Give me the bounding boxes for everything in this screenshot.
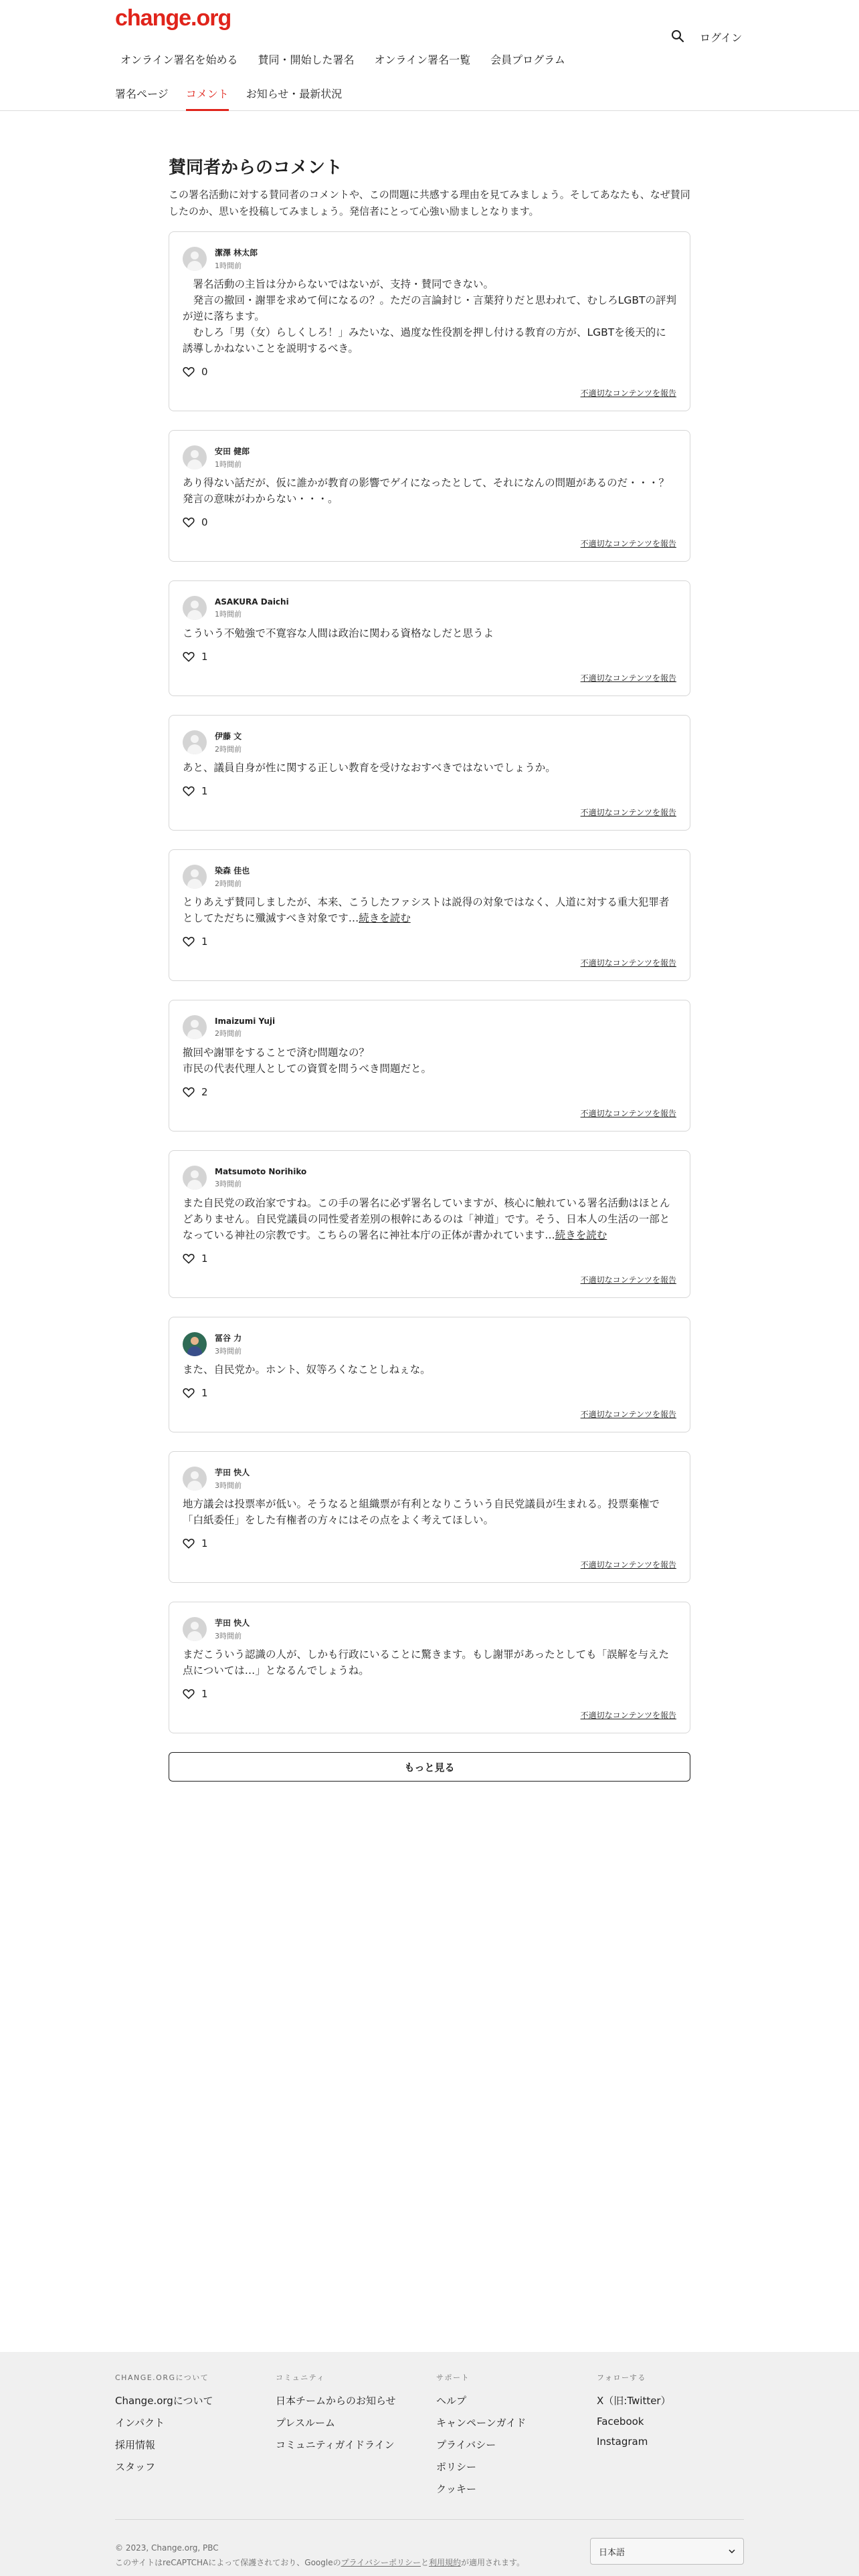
heart-icon[interactable] xyxy=(183,786,195,796)
avatar xyxy=(183,247,207,271)
like-count: 1 xyxy=(201,936,208,948)
like-count: 1 xyxy=(201,1688,208,1700)
comment-text xyxy=(183,276,676,356)
report-content-link[interactable]: 不適切なコンテンツを報告 xyxy=(580,1711,676,1720)
footer-link[interactable]: コミュニティガイドライン xyxy=(276,2439,395,2451)
footer-link[interactable]: キャンペーンガイド xyxy=(436,2417,527,2429)
like-count: 2 xyxy=(201,1086,208,1098)
comment-card xyxy=(169,1317,690,1432)
comment-body: こういう不勉強で不寛容な人間は政治に関わる資格なしだと思うよ xyxy=(183,627,494,639)
language-value: 日本語 xyxy=(599,2547,626,2558)
tab-comments[interactable]: コメント xyxy=(186,86,229,111)
comment-time: 2時間前 xyxy=(215,1029,242,1038)
comment-card xyxy=(169,430,690,562)
footer-link[interactable]: Facebook xyxy=(597,2416,644,2428)
avatar xyxy=(183,1332,207,1356)
footer-link[interactable]: 採用情報 xyxy=(115,2439,156,2451)
footer-heading: サポート xyxy=(436,2373,470,2382)
footer-link[interactable]: ヘルプ xyxy=(436,2395,467,2407)
report-content-link[interactable]: 不適切なコンテンツを報告 xyxy=(580,389,676,398)
comment-author xyxy=(183,247,676,271)
comment-time: 3時間前 xyxy=(215,1347,242,1356)
comment-body: また自民党の政治家ですね。この手の署名に必ず署名していますが、核心に触れている署名活動はほとんどありません。自民党議員の同性愛者差別の根幹にあるのは「神道」です。そう、日本人の生活の一部となっている神社の宗教です。こちらの署名に神社本庁の正体が書かれています… xyxy=(183,1197,670,1241)
heart-icon[interactable] xyxy=(183,936,195,947)
read-more-link[interactable]: 続きを読む xyxy=(359,912,411,924)
heart-icon[interactable] xyxy=(183,1689,195,1699)
comment-body: あり得ない話だが、仮に誰かが教育の影響でゲイになったとして、それになんの問題があるのだ・・・？ 発言の意味がわからない・・・。 xyxy=(183,477,680,505)
author-name: ASAKURA Daichi xyxy=(215,597,289,607)
footer-col-support xyxy=(436,2372,526,2504)
footer-col-follow xyxy=(597,2372,671,2456)
like-control[interactable] xyxy=(183,785,676,797)
comment-text xyxy=(183,1045,676,1077)
heart-icon[interactable] xyxy=(183,1087,195,1097)
like-control[interactable] xyxy=(183,1253,676,1265)
privacy-policy-link[interactable]: プライバシーポリシー xyxy=(341,2558,421,2567)
language-select[interactable] xyxy=(590,2538,744,2565)
main-nav xyxy=(120,51,565,67)
report-content-link[interactable]: 不適切なコンテンツを報告 xyxy=(580,1275,676,1285)
report-content-link[interactable]: 不適切なコンテンツを報告 xyxy=(580,673,676,683)
heart-icon[interactable] xyxy=(183,1538,195,1549)
like-count: 1 xyxy=(201,785,208,797)
author-name: 伊藤 文 xyxy=(215,732,242,741)
footer-heading: フォローする xyxy=(597,2373,646,2382)
like-control[interactable] xyxy=(183,936,676,948)
comment-body: 署名活動の主旨は分からないではないが、支持・賛同できない。 発言の撤回・謝罪を求めて何になるの？。ただの言論封じ・言葉狩りだと思われて、むしろLGBTの評判が逆に落ちます。 むしろ「男（女）らしくしろ！」みたいな、過度な性役割を押し付ける教育の方が、LGBTを後天的に誘導しかねないことを説明するべき。 xyxy=(183,278,676,354)
comment-author xyxy=(183,1166,676,1190)
heart-icon[interactable] xyxy=(183,1253,195,1264)
author-name: Imaizumi Yuji xyxy=(215,1016,276,1026)
petition-tabs xyxy=(115,86,342,111)
comment-body: あと、議員自身が性に関する正しい教育を受けなおすべきではないでしょうか。 xyxy=(183,762,556,774)
footer-link[interactable]: 日本チームからのお知らせ xyxy=(276,2395,396,2407)
comment-time: 3時間前 xyxy=(215,1179,242,1188)
avatar xyxy=(183,1617,207,1641)
footer-col-community xyxy=(276,2372,396,2460)
author-name: 芋田 快人 xyxy=(215,1468,250,1477)
comment-text xyxy=(183,1362,676,1378)
comments-intro xyxy=(169,154,690,220)
heart-icon[interactable] xyxy=(183,366,195,377)
like-control[interactable] xyxy=(183,1086,676,1098)
like-control[interactable] xyxy=(183,516,676,528)
avatar xyxy=(183,445,207,469)
page-title: 賛同者からのコメント xyxy=(169,158,343,178)
comment-card xyxy=(169,1150,690,1298)
footer-link[interactable]: Change.orgについて xyxy=(115,2395,213,2407)
comment-time: 1時間前 xyxy=(215,460,242,469)
report-content-link[interactable]: 不適切なコンテンツを報告 xyxy=(580,1560,676,1570)
nav-my-petitions[interactable]: 賛同・開始した署名 xyxy=(258,53,355,66)
comment-text xyxy=(183,1646,676,1679)
show-more-button[interactable]: もっと見る xyxy=(169,1752,690,1782)
avatar xyxy=(183,1467,207,1491)
recaptcha-mid: と xyxy=(421,2558,430,2567)
like-count: 1 xyxy=(201,1387,208,1399)
comment-body: 撤回や謝罪をすることで済む問題なの？ 市民の代表代理人としての資質を問うべき問題だと。 xyxy=(183,1047,432,1075)
heart-icon[interactable] xyxy=(183,1388,195,1398)
comment-card xyxy=(169,1602,690,1733)
terms-link[interactable]: 利用規約 xyxy=(429,2558,462,2567)
comment-time: 3時間前 xyxy=(215,1632,242,1640)
read-more-link[interactable]: 続きを読む xyxy=(555,1229,607,1241)
change-org-logo[interactable]: change.org xyxy=(115,5,231,31)
comment-card xyxy=(169,1451,690,1583)
comment-author xyxy=(183,1617,676,1641)
login-link[interactable]: ログイン xyxy=(700,31,743,44)
heart-icon[interactable] xyxy=(183,651,195,662)
report-content-link[interactable]: 不適切なコンテンツを報告 xyxy=(580,1109,676,1118)
recaptcha-notice xyxy=(115,2557,524,2568)
comment-author xyxy=(183,596,676,620)
like-count: 1 xyxy=(201,1253,208,1265)
author-name: 潔澤 林太郎 xyxy=(215,248,258,257)
comment-time: 3時間前 xyxy=(215,1481,242,1490)
comment-time: 2時間前 xyxy=(215,745,242,754)
comment-author xyxy=(183,445,676,469)
comment-author xyxy=(183,730,676,754)
comment-time: 1時間前 xyxy=(215,261,242,270)
like-count: 1 xyxy=(201,651,208,663)
report-content-link[interactable]: 不適切なコンテンツを報告 xyxy=(580,808,676,817)
footer-link[interactable]: ポリシー xyxy=(436,2461,477,2473)
author-name: 安田 健郎 xyxy=(215,447,250,456)
tab-updates[interactable]: お知らせ・最新状況 xyxy=(246,88,343,100)
comment-author xyxy=(183,1467,676,1491)
comment-card xyxy=(169,849,690,981)
comment-author xyxy=(183,1332,676,1356)
comment-body: また、自民党か。ホント、奴等ろくなことしねぇな。 xyxy=(183,1364,431,1376)
comment-time: 2時間前 xyxy=(215,879,242,888)
avatar xyxy=(183,1166,207,1190)
comment-text xyxy=(183,760,676,776)
like-count: 1 xyxy=(201,1537,208,1549)
like-control[interactable] xyxy=(183,651,676,663)
comment-author xyxy=(183,865,676,889)
like-control[interactable] xyxy=(183,1688,676,1700)
copyright-text: © 2023, Change.org, PBC xyxy=(115,2543,219,2553)
footer-link[interactable]: プレスルーム xyxy=(276,2417,335,2429)
footer-link[interactable]: インパクト xyxy=(115,2417,165,2429)
nav-browse-petitions[interactable]: オンライン署名一覧 xyxy=(374,53,471,66)
avatar xyxy=(183,865,207,889)
author-name: Matsumoto Norihiko xyxy=(215,1166,307,1176)
comment-card xyxy=(169,580,690,696)
footer-heading: CHANGE.ORGについて xyxy=(115,2373,209,2382)
recaptcha-suffix: が適用されます。 xyxy=(461,2558,525,2567)
avatar xyxy=(183,596,207,620)
avatar xyxy=(183,1015,207,1039)
chevron-down-icon xyxy=(729,2549,735,2553)
footer-divider xyxy=(115,2519,744,2520)
footer-col-about xyxy=(115,2372,213,2482)
report-content-link[interactable]: 不適切なコンテンツを報告 xyxy=(580,539,676,548)
comment-body: 地方議会は投票率が低い。そうなると組織票が有利となりこういう自民党議員が生まれる。投票棄権で「白紙委任」をした有権者の方々にはその点をよく考えてほしい。 xyxy=(183,1498,660,1526)
nav-membership[interactable]: 会員プログラム xyxy=(490,53,565,66)
comment-body: とりあえず賛同しましたが、本来、こうしたファシストは説得の対象ではなく、人道に対する重大犯罪者としてただちに殲滅すべき対象です… xyxy=(183,896,670,924)
search-icon[interactable] xyxy=(671,29,684,43)
heart-icon[interactable] xyxy=(183,517,195,528)
comment-card xyxy=(169,715,690,831)
comment-time: 1時間前 xyxy=(215,609,242,619)
footer-link[interactable]: プライバシー xyxy=(436,2439,496,2451)
comment-card xyxy=(169,1000,690,1132)
report-content-link[interactable]: 不適切なコンテンツを報告 xyxy=(580,1410,676,1419)
comment-card xyxy=(169,231,690,411)
avatar xyxy=(183,730,207,754)
comment-text xyxy=(183,1195,676,1243)
comment-body: まだこういう認識の人が、しかも行政にいることに驚きます。もし謝罪があったとしても「誤解を与えた点については…」となるんでしょうね。 xyxy=(183,1648,670,1677)
like-count: 0 xyxy=(201,366,208,378)
comment-text xyxy=(183,894,676,926)
site-footer xyxy=(0,2352,859,2576)
author-name: 冨谷 力 xyxy=(215,1333,242,1343)
footer-link[interactable]: X（旧:Twitter） xyxy=(597,2395,671,2407)
nav-start-petition[interactable]: オンライン署名を始める xyxy=(120,53,238,66)
comment-list xyxy=(169,231,690,1782)
like-control[interactable] xyxy=(183,366,676,378)
comment-author xyxy=(183,1015,676,1039)
like-control[interactable] xyxy=(183,1387,676,1399)
like-control[interactable] xyxy=(183,1537,676,1549)
footer-link[interactable]: Instagram xyxy=(597,2436,648,2448)
comment-text xyxy=(183,475,680,507)
intro-text: この署名活動に対する賛同者のコメントや、この問題に共感する理由を見てみましょう。そしてあなたも、なぜ賛同したのか、思いを投稿してみましょう。発信者にとって心強い励ましとなります。 xyxy=(169,189,690,217)
footer-link[interactable]: クッキー xyxy=(436,2483,477,2495)
footer-link[interactable]: スタッフ xyxy=(115,2461,156,2473)
report-content-link[interactable]: 不適切なコンテンツを報告 xyxy=(580,958,676,968)
site-header xyxy=(0,0,859,72)
like-count: 0 xyxy=(201,516,208,528)
footer-heading: コミュニティ xyxy=(276,2373,325,2382)
author-name: 染森 佳也 xyxy=(215,866,250,875)
comment-text xyxy=(183,625,676,641)
author-name: 芋田 快人 xyxy=(215,1618,250,1628)
tab-petition-page[interactable]: 署名ページ xyxy=(115,88,169,100)
comment-text xyxy=(183,1496,676,1528)
petition-tabs-bar xyxy=(0,80,859,111)
recaptcha-prefix: このサイトはreCAPTCHAによって保護されており、Googleの xyxy=(115,2558,341,2567)
